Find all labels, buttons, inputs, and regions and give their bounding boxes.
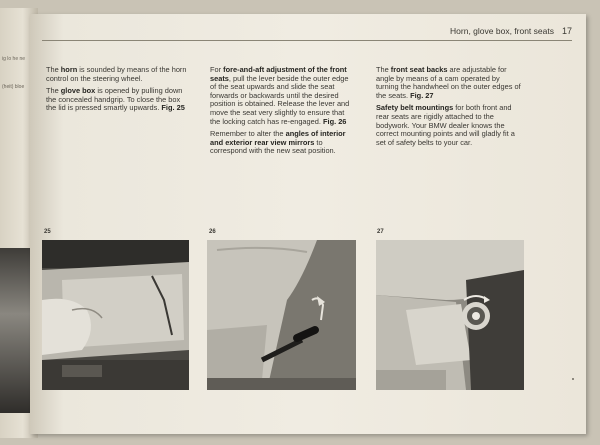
page-mark — [572, 378, 574, 380]
left-page-text: (heit) bloe — [2, 84, 25, 90]
text-column-1 — [46, 66, 192, 117]
page-header — [42, 26, 572, 41]
paragraph-glove-box: The glove box is opened by pulling down the concealed handgrip. To close the box the lid is pressed smartly upwards. Fig. 25 — [46, 86, 185, 113]
paragraph-horn: The horn is sounded by means of the horn control on the steering wheel. — [46, 65, 187, 83]
left-page-photo — [0, 248, 30, 413]
paragraph-safety-belts: Safety belt mountings for both front and rear seats are rigidly attached to the bodywork. Your BMW dealer knows the correct mounting points and will gladly fit a set of safety belts to your car. — [376, 103, 515, 147]
paragraph-seat-backs: The front seat backs are adjustable for angle by means of a cam operated by turning the handwheel on the outer edges of the seats. Fig. 27 — [376, 65, 521, 100]
left-page-text: ig lo he ne — [2, 56, 26, 62]
figure-number: 26 — [209, 229, 216, 235]
paragraph-mirrors: Remember to alter the angles of interior and exterior rear view mirrors to correspond with the new seat position. — [210, 129, 346, 156]
page-number: 17 — [561, 26, 572, 36]
figure-number: 25 — [44, 229, 51, 235]
text-column-2 — [210, 66, 356, 160]
figure-photo-seat-back — [376, 240, 524, 390]
page-title: Horn, glove box, front seats — [450, 26, 554, 36]
text-column-3 — [376, 66, 522, 151]
paragraph-seat-adjustment: For fore-and-aft adjustment of the front seats, pull the lever beside the outer edge of the seat upwards and slide the seat forwards or backwards until the desired position is obtained. Release the lever and move the seat very slightly to ensure that the locking catch has re-engaged. Fig. 26 — [210, 65, 350, 126]
figure-photo-glove-box — [42, 240, 189, 390]
figure-photo-seat-lever — [207, 240, 356, 390]
figure-number: 27 — [377, 229, 384, 235]
